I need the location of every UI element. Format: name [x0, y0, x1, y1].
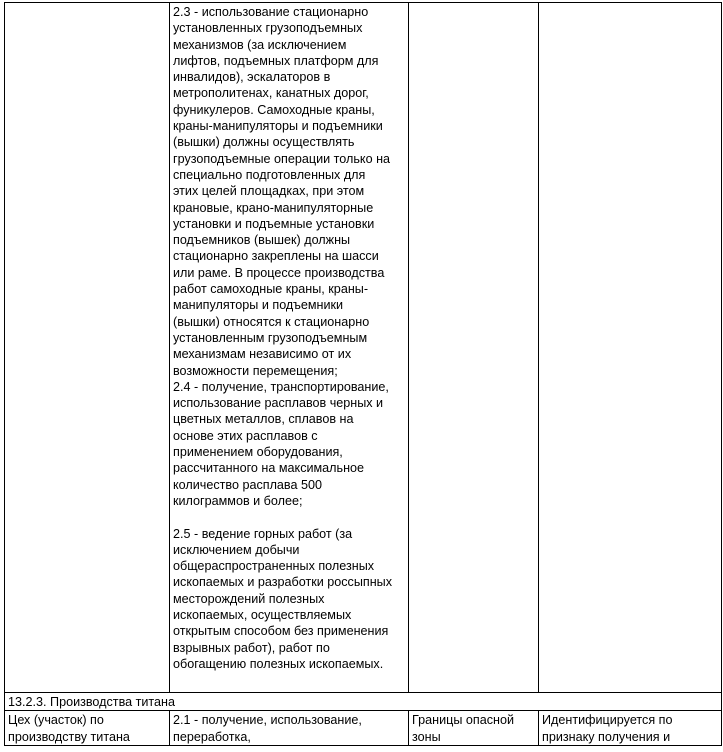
table-cell-hazard-criteria: 2.1 - получение, использование, переработка,: [170, 711, 409, 746]
table-row: [5, 711, 722, 746]
table-row: [5, 3, 722, 693]
hazard-zone-table: [4, 2, 722, 746]
table-cell-facility: [5, 3, 170, 693]
table-section-row: [5, 693, 722, 711]
table-cell-hazard-criteria: 2.3 - использование стационарно установленных грузоподъемных механизмов (за исключением лифтов, подъемных платформ для инвалидов), эскалаторов в метрополитенах, канатных дорог, фуникулеров. Самоходные краны, краны-манипуляторы и подъемники (вышки) должны осуществлять грузоподъемные операции только на специально подготовленных для этих целей площадках, при этом крановые, крано-манипуляторные установки и подъемные установки подъемников (вышек) должны стационарно закреплены на шасси или раме. В процессе производства работ самоходные краны, краны- манипуляторы и подъемники (вышки) относятся к стационарно установленным грузоподъемным механизмам независимо от их возможности перемещения; 2.4 - получение, транспортирование, использование расплавов черных и цветных металлов, сплавов на основе этих расплавов с применением оборудования, рассчитанного на максимальное количество расплава 500 килограммов и более; 2.5 - ведение горных работ (за исключением добычи общераспространенных полезных ископаемых и разработки россыпных месторождений полезных ископаемых, осуществляемых открытым способом без применения взрывных работ), работ по обогащению полезных ископаемых.: [170, 3, 409, 693]
table-cell-zone-boundaries: [409, 3, 539, 693]
table-cell-facility: Цех (участок) по производству титана: [5, 711, 170, 746]
section-heading: 13.2.3. Производства титана: [5, 693, 722, 711]
table-cell-zone-boundaries: Границы опасной зоны: [409, 711, 539, 746]
table-cell-identification: [539, 3, 722, 693]
table-cell-identification: Идентифицируется по признаку получения и: [539, 711, 722, 746]
